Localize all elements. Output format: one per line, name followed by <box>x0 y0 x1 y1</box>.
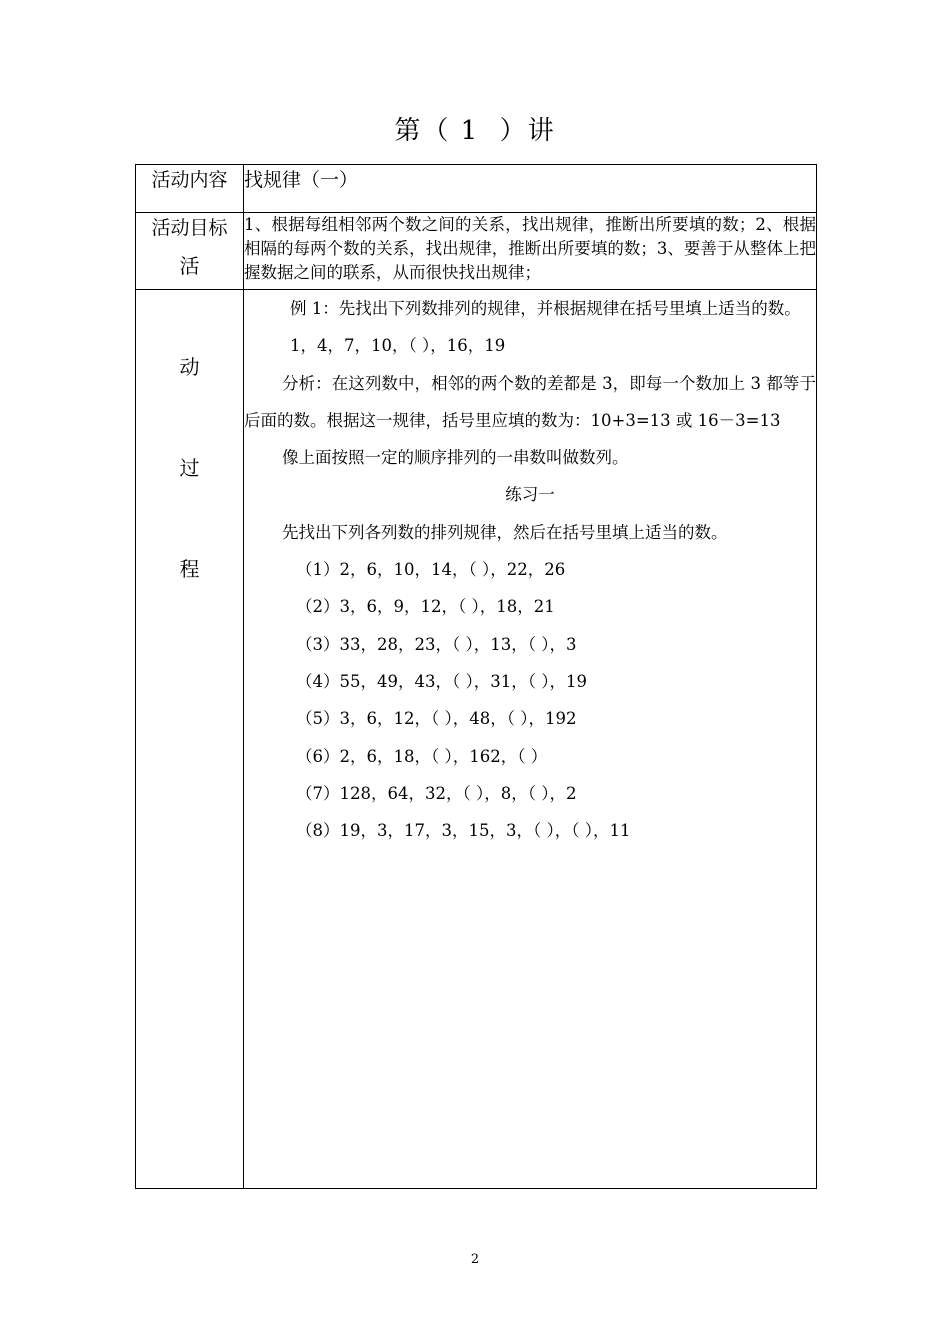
exercise-item: （7）128，64，32，（ ），8，（ ），2 <box>296 783 577 803</box>
page-title: 第（ 1 ）讲 <box>394 116 556 146</box>
practice-heading: 练习一 <box>505 485 555 505</box>
exercise-item: （3）33，28，23，（ ），13，（ ），3 <box>296 634 577 654</box>
process-label <box>136 254 244 1189</box>
exercise-item: （1）2，6，10，14，（ ），22，26 <box>296 560 566 580</box>
process-label-char: 动 <box>179 355 200 379</box>
process-content <box>244 290 817 1189</box>
goal-label: 活动目标 <box>136 213 244 290</box>
content-row <box>136 165 817 213</box>
example-sequence: 1，4，7，10，（ ），16，19 <box>290 336 506 356</box>
practice-instruction: 先找出下列各列数的排列规律，然后在括号里填上适当的数。 <box>282 522 728 542</box>
analysis-text: 分析：在这列数中，相邻的两个数的差都是 3，即每一个数加上 3 都等于后面的数。根据这一规律，括号里应填的数为：10+3=13 或 16－3=13 <box>244 373 816 430</box>
content-label: 活动内容 <box>136 165 244 213</box>
exercise-item: （4）55，49，43，（ ），31，（ ），19 <box>296 671 587 691</box>
exercise-item: （2）3，6，9，12，（ ），18，21 <box>296 597 555 617</box>
definition-text: 像上面按照一定的顺序排列的一串数叫做数列。 <box>282 448 629 468</box>
content-value: 找规律（一） <box>244 165 817 213</box>
process-row <box>136 290 817 1189</box>
process-label-char: 过 <box>179 456 200 480</box>
example-intro: 例 1：先找出下列数排列的规律，并根据规律在括号里填上适当的数。 <box>290 299 801 318</box>
goal-text: 1、根据每组相邻两个数之间的关系，找出规律，推断出所要填的数；2、根据相隔的每两个数的关系，找出规律，推断出所要填的数；3、要善于从整体上把握数据之间的联系，从而很快找出规律； <box>244 213 817 290</box>
lesson-table <box>135 164 817 1189</box>
exercise-item: （5）3，6，12，（ ），48，（ ），192 <box>296 709 577 729</box>
exercise-item: （8）19，3，17，3，15，3，（ ），（ ），11 <box>296 821 631 841</box>
process-label-char: 程 <box>179 557 200 581</box>
process-label-char: 活 <box>179 254 200 278</box>
page-number: 2 <box>470 1252 480 1267</box>
exercise-item: （6）2，6，18，（ ），162，（ ） <box>296 746 548 766</box>
